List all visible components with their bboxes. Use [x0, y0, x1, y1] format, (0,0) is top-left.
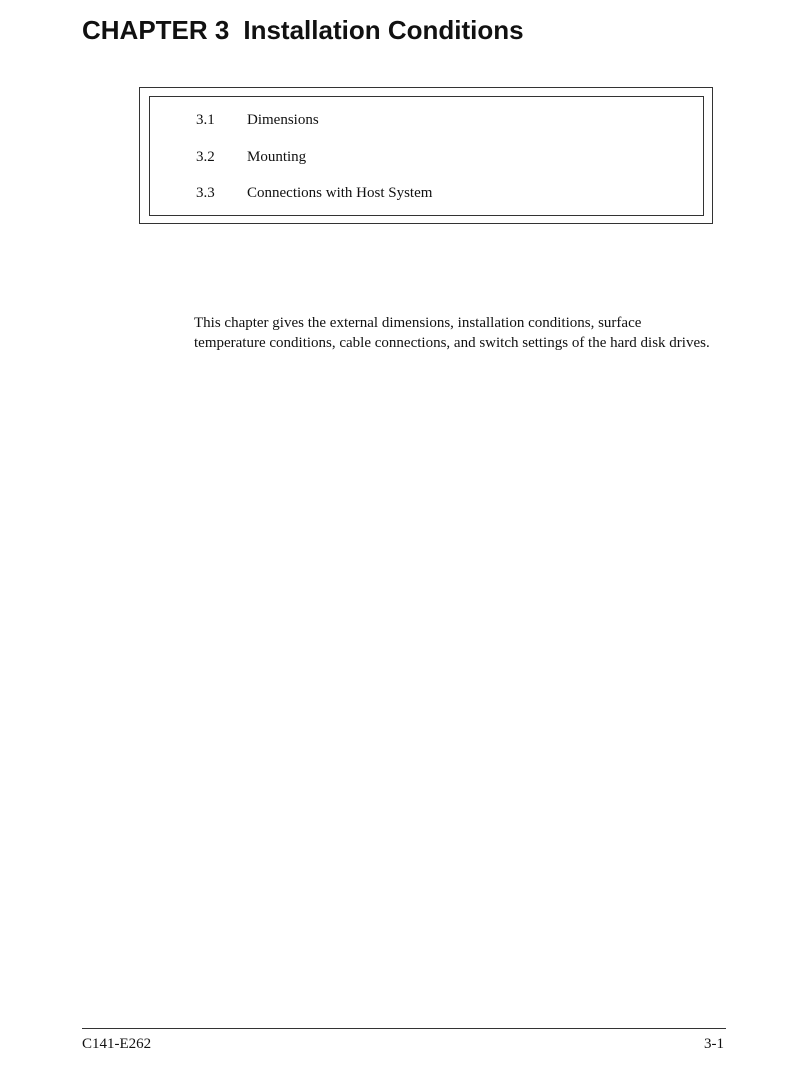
chapter-number: CHAPTER 3 [82, 15, 230, 45]
toc-item-connections-with-host-system[interactable] [196, 181, 432, 218]
footer-page-number: 3-1 [704, 1036, 724, 1052]
toc-item-mounting[interactable] [196, 145, 432, 182]
toc-item-label: Dimensions [247, 112, 319, 128]
chapter-heading [82, 12, 524, 48]
footer-document-id: C141-E262 [82, 1036, 152, 1052]
toc-item-label: Connections with Host System [247, 185, 433, 201]
toc-item-dimensions[interactable] [196, 108, 432, 145]
section-contents-list [196, 108, 432, 218]
toc-item-label: Mounting [247, 148, 307, 165]
chapter-intro-paragraph: This chapter gives the external dimensions, installation conditions, surface temperature conditions, cable connections, and switch settings of the hard disk drives. [194, 315, 710, 351]
footer-divider [82, 1028, 726, 1029]
chapter-title: Installation Conditions [243, 15, 524, 45]
toc-item-number: 3.2 [196, 148, 215, 165]
toc-item-number: 3.3 [196, 185, 215, 201]
toc-item-number: 3.1 [196, 112, 215, 128]
